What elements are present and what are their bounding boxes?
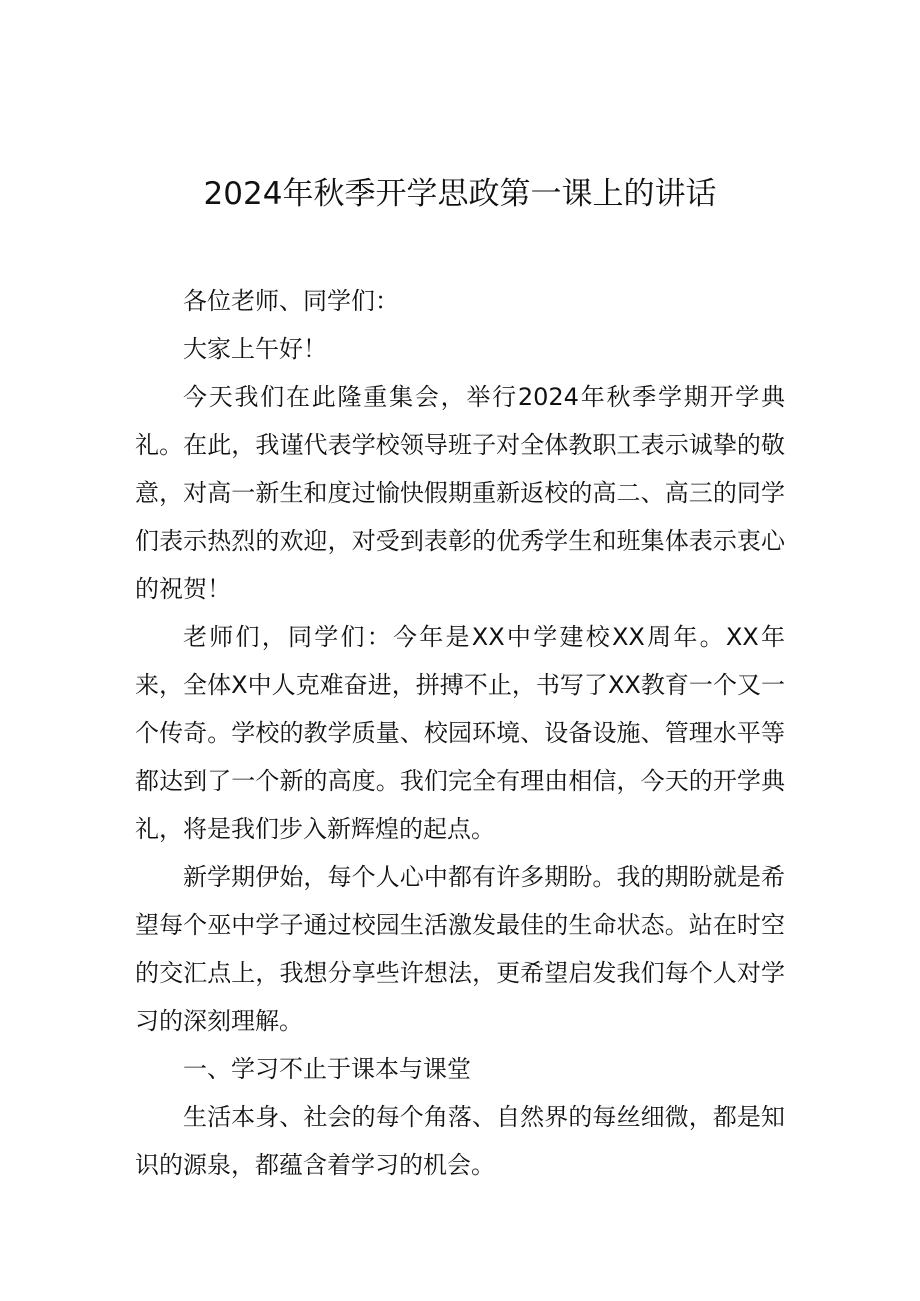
paragraph-greeting: 大家上午好！ [183, 335, 327, 363]
paragraph-salutation: 各位老师、同学们： [183, 287, 399, 315]
document-body [135, 277, 785, 1189]
paragraph-opening: 今天我们在此隆重集会，举行2024年秋季学期开学典礼。在此，我谨代表学校领导班子对全体教职工表示诚挚的敬意，对高一新生和度过愉快假期重新返校的高二、高三的同学们表示热烈的欢迎，对受到表彰的优秀学生和班集体表示衷心的祝贺！ [135, 383, 785, 603]
paragraph-anniversary: 老师们，同学们：今年是XX中学建校XX周年。XX年来，全体X中人克难奋进，拼搏不止，书写了XX教育一个又一个传奇。学校的教学质量、校园环境、设备设施、管理水平等都达到了一个新的高度。我们完全有理由相信，今天的开学典礼，将是我们步入新辉煌的起点。 [135, 623, 785, 843]
section-heading-1: 一、学习不止于课本与课堂 [183, 1055, 471, 1083]
paragraph-section-1: 生活本身、社会的每个角落、自然界的每丝细微，都是知识的源泉，都蕴含着学习的机会。 [135, 1103, 785, 1179]
document-title: 2024年秋季开学思政第一课上的讲话 [203, 176, 717, 212]
paragraph-expectation: 新学期伊始，每个人心中都有许多期盼。我的期盼就是希望每个巫中学子通过校园生活激发最佳的生命状态。站在时空的交汇点上，我想分享些许想法，更希望启发我们每个人对学习的深刻理解。 [135, 863, 785, 1035]
